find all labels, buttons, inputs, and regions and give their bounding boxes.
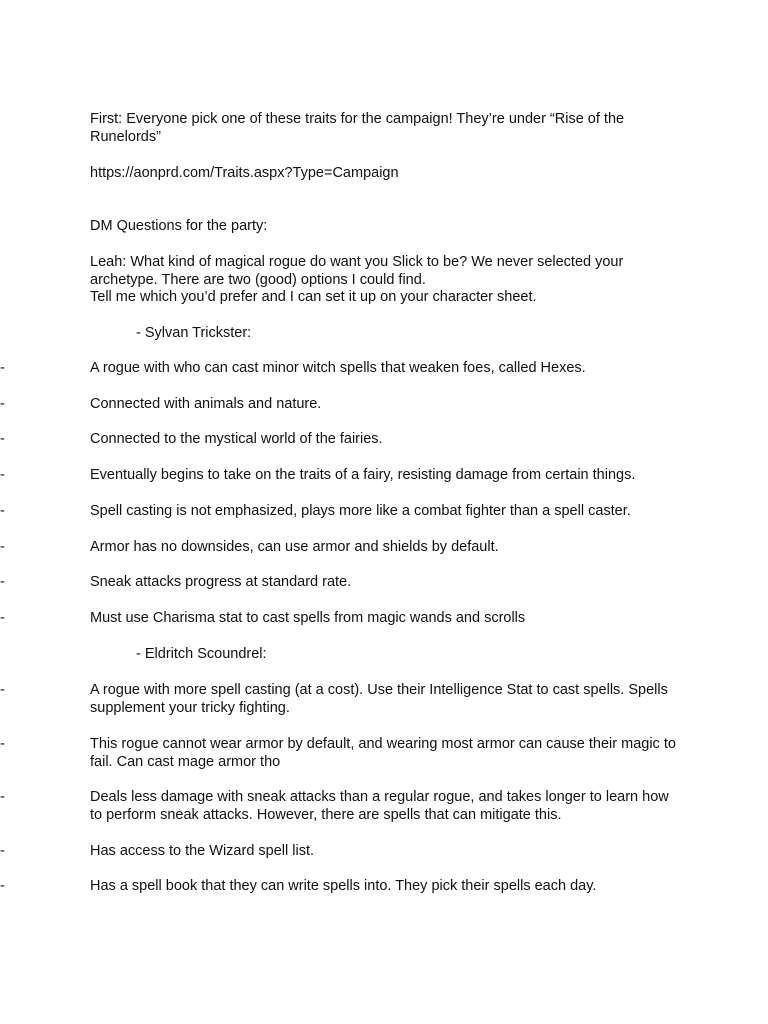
questions-heading: DM Questions for the party: bbox=[90, 218, 268, 234]
list-item bbox=[0, 539, 680, 557]
traits-link-paragraph bbox=[90, 165, 680, 183]
list-item bbox=[0, 878, 680, 896]
list-item-text: A rogue with more spell casting (at a cost). Use their Intelligence Stat to cast spells. Spells supplement your tricky fighting. bbox=[90, 682, 668, 716]
traits-link[interactable]: https://aonprd.com/Traits.aspx?Type=Campaign bbox=[90, 165, 399, 181]
list-item bbox=[0, 431, 680, 449]
bullet-dash: - bbox=[0, 467, 5, 483]
bullet-dash: - bbox=[0, 431, 5, 447]
list-item bbox=[0, 503, 680, 521]
bullet-dash: - bbox=[0, 878, 5, 894]
list-item-text: Has a spell book that they can write spells into. They pick their spells each day. bbox=[90, 878, 597, 894]
list-item bbox=[0, 682, 680, 717]
traits-instruction: First: Everyone pick one of these traits for the campaign! They’re under “Rise of the Runelords” bbox=[90, 111, 625, 145]
list-item bbox=[0, 467, 680, 485]
list-item-text: Deals less damage with sneak attacks than a regular rogue, and takes longer to learn how to perform sneak attacks. However, there are spells that can mitigate this. bbox=[90, 789, 669, 823]
list-item bbox=[0, 360, 680, 378]
bullet-dash: - bbox=[0, 539, 5, 555]
list-item-text: Sneak attacks progress at standard rate. bbox=[90, 574, 352, 590]
bullet-dash: - bbox=[0, 503, 5, 519]
bullet-dash: - bbox=[0, 843, 5, 859]
bullet-dash: - bbox=[0, 574, 5, 590]
bullet-dash: - bbox=[0, 396, 5, 412]
leah-question-text: Leah: What kind of magical rogue do want you Slick to be? We never selected your archetype. There are two (good) options I could find. bbox=[90, 254, 624, 288]
bullet-dash: - bbox=[0, 736, 5, 752]
bullet-dash: - bbox=[0, 682, 5, 698]
list-item-text: Must use Charisma stat to cast spells from magic wands and scrolls bbox=[90, 610, 526, 626]
list-item-text: Eventually begins to take on the traits of a fairy, resisting damage from certain things. bbox=[90, 467, 636, 483]
bullet-dash: - bbox=[0, 360, 5, 376]
list-item bbox=[0, 610, 680, 628]
list-item-text: Connected to the mystical world of the fairies. bbox=[90, 431, 383, 447]
bullet-dash: - bbox=[0, 610, 5, 626]
list-item bbox=[0, 736, 680, 771]
list-item bbox=[0, 789, 680, 824]
archetype-heading-eldritch-scoundrel: - Eldritch Scoundrel: bbox=[136, 646, 267, 662]
list-item bbox=[0, 574, 680, 592]
list-item-text: A rogue with who can cast minor witch spells that weaken foes, called Hexes. bbox=[90, 360, 586, 376]
list-item-text: This rogue cannot wear armor by default, and wearing most armor can cause their magic to fail. Can cast mage armor tho bbox=[90, 736, 676, 770]
list-item bbox=[0, 843, 680, 861]
list-item-text: Armor has no downsides, can use armor and shields by default. bbox=[90, 539, 499, 555]
list-item-text: Spell casting is not emphasized, plays more like a combat fighter than a spell caster. bbox=[90, 503, 631, 519]
list-item-text: Connected with animals and nature. bbox=[90, 396, 322, 412]
archetype-heading-sylvan-trickster: - Sylvan Trickster: bbox=[136, 325, 252, 341]
list-item bbox=[0, 396, 680, 414]
leah-question-followup: Tell me which you’d prefer and I can set it up on your character sheet. bbox=[90, 289, 537, 305]
bullet-dash: - bbox=[0, 789, 5, 805]
list-item-text: Has access to the Wizard spell list. bbox=[90, 843, 315, 859]
